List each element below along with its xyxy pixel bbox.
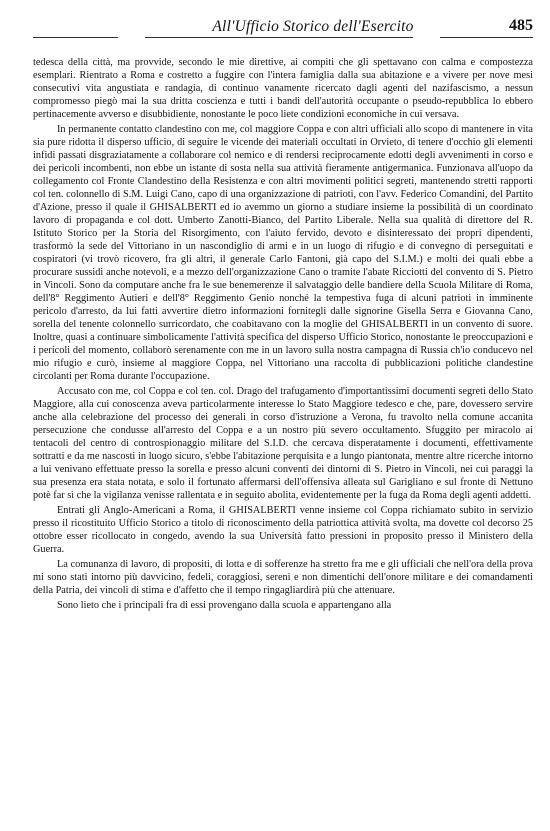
running-header [33,14,533,44]
running-title: All'Ufficio Storico dell'Esercito [212,18,414,35]
header-rule-left [33,37,118,38]
paragraph: Sono lieto che i principali fra di essi provengano dalla scuola e appartengano alla [57,600,392,611]
body-text [33,56,533,612]
page-number: 485 [509,17,533,34]
paragraph: Accusato con me, col Coppa e col ten. col. Drago del trafugamento d'importantissimi documenti segreti dello Stato Maggiore, alla cui conoscenza aveva particolarmente interesse lo Stato Maggiore tedesco e che, pare, dovessero servire anche alla celebrazione del processo dei generali in corso d'istruzione a Verona, fu travolto nella comune accanita persecuzione che condusse all'arresto del Coppa e a un nostro più severo occultamento. Sfuggito per miracolo ai tentacoli del centro di controspionaggio militare del S.I.D. che cercava disperatamente i documenti, effettivamente sottratti e da me nascosti in luogo sicuro, s'ebbe l'abitazione perquisita e a lungo piantonata, mentre altre ricerche intorno a lui venivano effettuate presso la sorella e presso alcuni conventi dei dintorni di S. Pietro in Vincoli, nei cui paraggi la sua presenza era stata notata, e solo il fortunato affermarsi dell'offensiva alleata sul Garigliano e sul fronte di Nettuno potè far sì che la vigilanza venisse rallentata e in seguito abolita, evidentemente per la fuga da Roma degli agenti addetti. [33,386,533,501]
paragraph: tedesca della città, ma provvide, secondo le mie direttive, ai compiti che gli spettavano con calma e compostezza esemplari. Rientrato a Roma e costretto a fuggire con l'intera famiglia dalla sua abitazione e a vivere per nove mesi consecutivi vita angustiata e randagia, di continuo vanamente ricercato dagli agenti del nazifascismo, a nessun compromesso piegò mai la sua dritta coscienza e tutti i bandi dell'autorità occupante o pseudo-repubblica lo ebbero pertinacemente avverso e disubbidiente, nonostante le poco liete condizioni economiche in cui versava. [33,57,533,120]
paragraph: In permanente contatto clandestino con me, col maggiore Coppa e con altri ufficiali allo scopo di mantenere in vita sia pure ridotta il disperso ufficio, di seguire le vicende dei materiali occultati in Orvieto, di tenere d'occhio gli elementi infidi passati disgraziatamente a collaborare col nemico e di rendersi reciprocamente edotti degli avvenimenti in corso e dei pericoli incombenti, non ebbe un istante di sosta nella sua attività fieramente antigermanica. Funzionava all'uopo da collegamento col Fronte Clandestino della Resistenza e con altri movimenti politici segreti, mantenendo stretti rapporti col ten. colonnello di S.M. Luigi Cano, capo di una organizzazione di patrioti, con l'avv. Federico Comandini, del Partito d'Azione, presso il quale il GHISALBERTI ed io avemmo un giorno a studiare insieme la possibilità di un coordinato lavoro di propaganda e col dott. Umberto Zanotti-Bianco, del Partito Liberale. Nella sua qualità di direttore del R. Istituto Storico per la Storia del Risorgimento, con l'aiuto fervido, devoto e disinteressato dei propri dipendenti, trasformò la sede del Vittoriano in un nascondiglio di armi e in un luogo di rifugio e di convegno di perseguitati e cospiratori (vi trovò ricovero, fra gli altri, il generale Carlo Fantoni, già capo del S.I.M.) e molti dei quali ebbe a procurare sussidi anche notevoli, e a mezzo dell'organizzazione Cano o tramite l'abate Ricciotti del convento di S. Pietro in Vincoli. Sono da computare anche fra le sue benemerenze il salvataggio delle bandiere della Scuola Militare di Roma, dell'8° Reggimento Autieri e dell'8° Reggimento Genio nonché la tempestiva fuga di alcuni patrioti in imminente pericolo d'arresto, da lui fatti avvertire dietro informazioni fornitegli dalle signorine Gisella Serra e Giovanna Cano, sorella del tenente colonnello surricordato, che coabitavano con la moglie del GHISALBERTI in un convento di suore. Inoltre, quasi a continuare simbolicamente l'attività specifica del disperso Ufficio Storico, nonostante le preoccupazioni e i pericoli del momento, collaborò serenamente con me in un lavoro sulla nostra campagna di Russia ch'io conducevo nel mio rifugio e curò, insieme al maggiore Coppa, nel Vittoriano una raccolta di pubblicazioni politiche clandestine circolanti per Roma durante l'occupazione. [33,124,533,382]
paragraph: Entrati gli Anglo-Americani a Roma, il GHISALBERTI venne insieme col Coppa richiamato subito in servizio presso il ricostituito Ufficio Storico a titolo di riconoscimento della patriottica attività svolta, ma dovette col decorso 25 ottobre esser ricollocato in congedo, avendo la sua Università fatto pressioni in proposito presso il Ministero della Guerra. [33,505,533,555]
header-rule-right [440,37,533,38]
paragraph: La comunanza di lavoro, di propositi, di lotta e di sofferenze ha stretto fra me e gli ufficiali che nell'ora della prova mi sono stati intorno più davvicino, fedeli, coraggiosi, sereni e non dimentichi dell'onore militare e dei comandamenti della Patria, dei vincoli di stima e d'affetto che il tempo ringagliardirà più che attenuare. [33,559,533,596]
header-rule-center [145,37,413,38]
